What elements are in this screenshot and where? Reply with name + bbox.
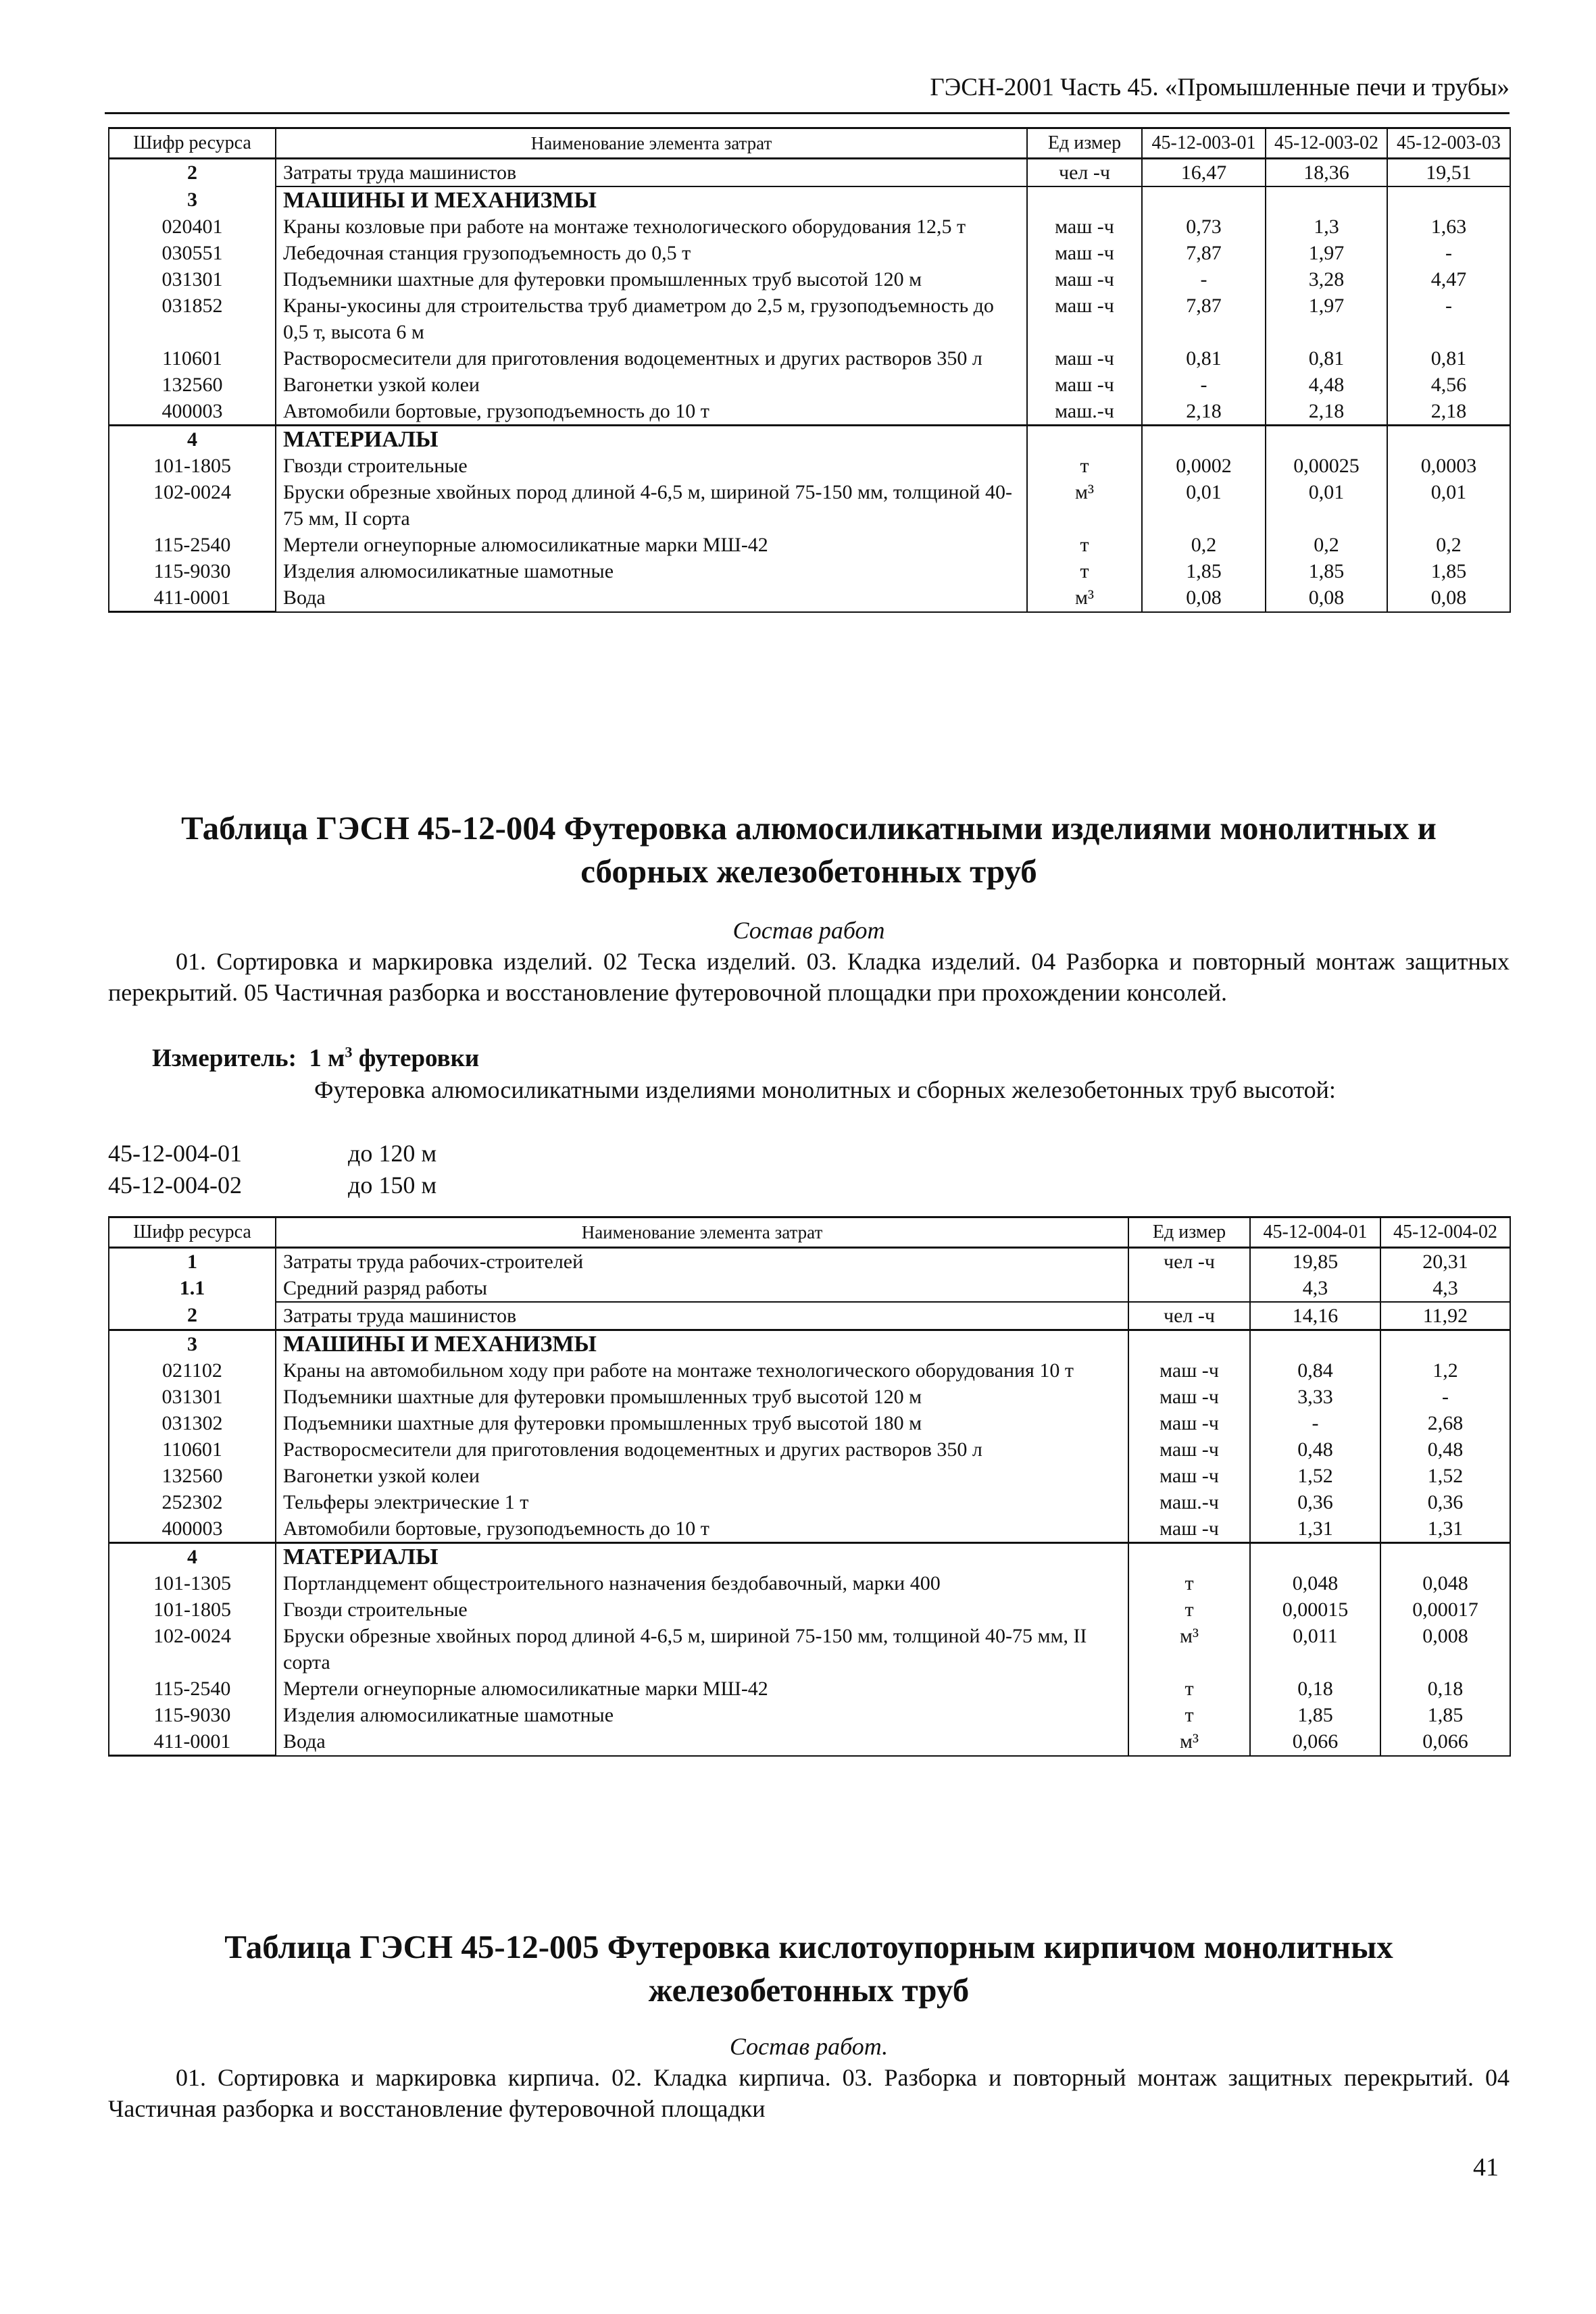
resource-unit: чел -ч <box>1128 1248 1250 1276</box>
resource-name: Растворосмесители для приготовления водоцементных и других растворов 350 л <box>276 1436 1128 1463</box>
resource-table-004 <box>108 1216 1511 1757</box>
table-row <box>109 345 1510 372</box>
table-row <box>109 1410 1510 1436</box>
resource-value-1: 1,85 <box>1250 1702 1380 1728</box>
resource-value-1: 0,36 <box>1250 1489 1380 1515</box>
table-row <box>109 1728 1510 1756</box>
resource-value-1 <box>1250 1330 1380 1358</box>
col-header-name: Наименование элемента затрат <box>276 128 1027 159</box>
resource-name: Затраты труда рабочих-строителей <box>276 1248 1128 1276</box>
col-header-v2: 45-12-003-02 <box>1266 128 1387 159</box>
resource-unit: маш.-ч <box>1128 1489 1250 1515</box>
running-header: ГЭСН-2001 Часть 45. «Промышленные печи и трубы» <box>930 74 1510 101</box>
resource-code: 132560 <box>109 1463 276 1489</box>
resource-code: 411-0001 <box>109 1728 276 1756</box>
resource-unit: маш -ч <box>1027 240 1142 266</box>
resource-value-1: 3,33 <box>1250 1384 1380 1410</box>
col-header-v1: 45-12-003-01 <box>1142 128 1266 159</box>
resource-value-2: 4,3 <box>1380 1275 1510 1302</box>
resource-unit: маш -ч <box>1128 1515 1250 1543</box>
resource-name: Мертели огнеупорные алюмосиликатные марки МШ-42 <box>276 1676 1128 1702</box>
table-row <box>109 266 1510 293</box>
resource-name: Изделия алюмосиликатные шамотные <box>276 558 1027 584</box>
resource-code: 132560 <box>109 372 276 398</box>
resource-value-1: - <box>1142 266 1266 293</box>
table-row <box>109 1623 1510 1676</box>
resource-unit: м³ <box>1027 479 1142 532</box>
resource-name: Краны козловые при работе на монтаже технологического оборудования 12,5 т <box>276 213 1027 240</box>
table-row <box>109 1543 1510 1571</box>
resource-value-3: - <box>1387 293 1510 345</box>
resource-code: 115-9030 <box>109 558 276 584</box>
resource-unit: чел -ч <box>1128 1302 1250 1330</box>
resource-value-3: 0,01 <box>1387 479 1510 532</box>
resource-value-1: 7,87 <box>1142 293 1266 345</box>
resource-value-2: 0,2 <box>1266 532 1387 558</box>
resource-value-2: - <box>1380 1384 1510 1410</box>
resource-unit <box>1128 1543 1250 1571</box>
resource-value-3: 1,63 <box>1387 213 1510 240</box>
table-row <box>109 558 1510 584</box>
resource-name: Автомобили бортовые, грузоподъемность до 10 т <box>276 1515 1128 1543</box>
resource-value-1: 2,18 <box>1142 398 1266 426</box>
resource-value-1 <box>1142 426 1266 453</box>
table-row <box>109 186 1510 213</box>
table-row <box>109 426 1510 453</box>
resource-name: Портландцемент общестроительного назначения бездобавочный, марки 400 <box>276 1570 1128 1596</box>
resource-value-1: 0,00015 <box>1250 1596 1380 1623</box>
resource-code: 4 <box>109 426 276 453</box>
resource-unit: т <box>1027 453 1142 479</box>
resource-value-1: 0,066 <box>1250 1728 1380 1756</box>
resource-value-1: 0,2 <box>1142 532 1266 558</box>
resource-unit <box>1027 186 1142 213</box>
resource-value-2: 3,28 <box>1266 266 1387 293</box>
resource-value-2: 0,08 <box>1266 584 1387 612</box>
resource-value-1: 4,3 <box>1250 1275 1380 1302</box>
table-row <box>109 372 1510 398</box>
resource-unit <box>1027 426 1142 453</box>
resource-value-2: 0,00017 <box>1380 1596 1510 1623</box>
resource-unit: маш -ч <box>1027 372 1142 398</box>
col-header-unit: Ед измер <box>1027 128 1142 159</box>
header-rule <box>105 112 1510 114</box>
resource-value-1: 1,31 <box>1250 1515 1380 1543</box>
resource-name: Автомобили бортовые, грузоподъемность до 10 т <box>276 398 1027 426</box>
resource-value-1: 0,011 <box>1250 1623 1380 1676</box>
resource-value-2: 0,01 <box>1266 479 1387 532</box>
table-header-row <box>109 128 1510 159</box>
resource-code: 1 <box>109 1248 276 1276</box>
resource-code: 021102 <box>109 1357 276 1384</box>
table-row <box>109 1570 1510 1596</box>
table-row <box>109 1515 1510 1543</box>
resource-name: МАШИНЫ И МЕХАНИЗМЫ <box>276 1330 1128 1358</box>
table-row <box>109 1702 1510 1728</box>
resource-code: 1.1 <box>109 1275 276 1302</box>
col-header-v1: 45-12-004-01 <box>1250 1217 1380 1248</box>
resource-name: Затраты труда машинистов <box>276 159 1027 187</box>
resource-value-1: 0,48 <box>1250 1436 1380 1463</box>
resource-value-3: 0,0003 <box>1387 453 1510 479</box>
resource-value-1: 0,18 <box>1250 1676 1380 1702</box>
resource-code: 2 <box>109 1302 276 1330</box>
resource-code: 2 <box>109 159 276 187</box>
resource-value-2: 0,008 <box>1380 1623 1510 1676</box>
resource-value-2: 0,18 <box>1380 1676 1510 1702</box>
resource-code: 031301 <box>109 1384 276 1410</box>
variant-desc: до 120 м <box>348 1140 437 1167</box>
resource-name: Средний разряд работы <box>276 1275 1128 1302</box>
resource-unit: маш -ч <box>1128 1384 1250 1410</box>
table-row <box>109 1596 1510 1623</box>
resource-unit: маш -ч <box>1027 266 1142 293</box>
resource-value-2: 1,31 <box>1380 1515 1510 1543</box>
table-header-row <box>109 1217 1510 1248</box>
resource-value-1: 0,08 <box>1142 584 1266 612</box>
resource-code: 3 <box>109 1330 276 1358</box>
resource-name: МАШИНЫ И МЕХАНИЗМЫ <box>276 186 1027 213</box>
resource-code: 252302 <box>109 1489 276 1515</box>
col-header-code: Шифр ресурса <box>109 128 276 159</box>
resource-code: 102-0024 <box>109 1623 276 1676</box>
resource-name: Гвозди строительные <box>276 1596 1128 1623</box>
resource-value-1: 0,81 <box>1142 345 1266 372</box>
resource-name: Подъемники шахтные для футеровки промышленных труб высотой 120 м <box>276 1384 1128 1410</box>
table-row <box>109 532 1510 558</box>
resource-value-1: 0,01 <box>1142 479 1266 532</box>
table-row <box>109 1302 1510 1330</box>
resource-code: 102-0024 <box>109 479 276 532</box>
resource-value-2: 4,48 <box>1266 372 1387 398</box>
table-row <box>109 1330 1510 1358</box>
resource-name: Мертели огнеупорные алюмосиликатные марки МШ-42 <box>276 532 1027 558</box>
resource-unit: маш -ч <box>1128 1410 1250 1436</box>
resource-name: Вагонетки узкой колеи <box>276 1463 1128 1489</box>
resource-code: 030551 <box>109 240 276 266</box>
resource-unit: м³ <box>1128 1623 1250 1676</box>
resource-code: 4 <box>109 1543 276 1571</box>
resource-unit: т <box>1027 558 1142 584</box>
table-row <box>109 159 1510 187</box>
resource-name: Вода <box>276 1728 1128 1756</box>
resource-name: Гвозди строительные <box>276 453 1027 479</box>
resource-value-1 <box>1142 186 1266 213</box>
resource-code: 031302 <box>109 1410 276 1436</box>
resource-unit <box>1128 1330 1250 1358</box>
resource-name: Тельферы электрические 1 т <box>276 1489 1128 1515</box>
resource-value-2: 0,36 <box>1380 1489 1510 1515</box>
page-number: 41 <box>1473 2153 1499 2182</box>
resource-unit: т <box>1128 1570 1250 1596</box>
resource-code: 3 <box>109 186 276 213</box>
composition-text-005: 01. Сортировка и маркировка кирпича. 02. Кладка кирпича. 03. Разборка и повторный монтаж защитных перекрытий. 04 Частичная разборка и восстановление футеровочной площадки <box>108 2064 1510 2122</box>
resource-table-003 <box>108 127 1511 613</box>
resource-code: 411-0001 <box>109 584 276 612</box>
resource-value-2: 0,81 <box>1266 345 1387 372</box>
table-row <box>109 1384 1510 1410</box>
table-row <box>109 453 1510 479</box>
resource-unit: т <box>1128 1596 1250 1623</box>
resource-name: Растворосмесители для приготовления водоцементных и других растворов 350 л <box>276 345 1027 372</box>
meter-004: Измеритель: 1 $м^3$ футеровки <box>152 1043 480 1072</box>
resource-name: Вода <box>276 584 1027 612</box>
resource-value-2: 1,2 <box>1380 1357 1510 1384</box>
resource-value-1: 19,85 <box>1250 1248 1380 1276</box>
resource-value-1: 14,16 <box>1250 1302 1380 1330</box>
table-row <box>109 1489 1510 1515</box>
resource-name: Вагонетки узкой колеи <box>276 372 1027 398</box>
table-title-005: Таблица ГЭСН 45-12-005 Футеровка кислотоупорным кирпичом монолитных железобетонных труб <box>224 1928 1393 2009</box>
table-row <box>109 584 1510 612</box>
resource-value-1: - <box>1250 1410 1380 1436</box>
resource-code: 110601 <box>109 345 276 372</box>
resource-unit: маш.-ч <box>1027 398 1142 426</box>
resource-value-3: 19,51 <box>1387 159 1510 187</box>
variant-code: 45-12-004-02 <box>108 1172 242 1199</box>
col-header-code: Шифр ресурса <box>109 1217 276 1248</box>
resource-value-2: 20,31 <box>1380 1248 1510 1276</box>
resource-unit: маш -ч <box>1027 345 1142 372</box>
resource-value-1: 16,47 <box>1142 159 1266 187</box>
resource-code: 400003 <box>109 398 276 426</box>
resource-value-1: 1,52 <box>1250 1463 1380 1489</box>
resource-code: 115-2540 <box>109 532 276 558</box>
resource-value-3: 1,85 <box>1387 558 1510 584</box>
resource-code: 101-1805 <box>109 453 276 479</box>
resource-unit: чел -ч <box>1027 159 1142 187</box>
resource-value-1: 0,84 <box>1250 1357 1380 1384</box>
resource-name: МАТЕРИАЛЫ <box>276 426 1027 453</box>
resource-value-2: 2,68 <box>1380 1410 1510 1436</box>
resource-value-1: 1,85 <box>1142 558 1266 584</box>
resource-value-3: 4,47 <box>1387 266 1510 293</box>
resource-unit: маш -ч <box>1128 1436 1250 1463</box>
resource-value-3: 0,08 <box>1387 584 1510 612</box>
resource-value-2: 1,97 <box>1266 293 1387 345</box>
resource-unit: м³ <box>1027 584 1142 612</box>
resource-unit: т <box>1027 532 1142 558</box>
resource-code: 101-1805 <box>109 1596 276 1623</box>
resource-name: Краны на автомобильном ходу при работе на монтаже технологического оборудования 10 т <box>276 1357 1128 1384</box>
resource-value-2: 18,36 <box>1266 159 1387 187</box>
composition-label-004: Состав работ <box>732 917 885 944</box>
resource-unit: маш -ч <box>1027 213 1142 240</box>
resource-value-3: 4,56 <box>1387 372 1510 398</box>
resource-value-1: - <box>1142 372 1266 398</box>
resource-name: Затраты труда машинистов <box>276 1302 1128 1330</box>
resource-value-2: 11,92 <box>1380 1302 1510 1330</box>
resource-name: Подъемники шахтные для футеровки промышленных труб высотой 180 м <box>276 1410 1128 1436</box>
resource-unit: маш -ч <box>1128 1357 1250 1384</box>
resource-value-2: 0,048 <box>1380 1570 1510 1596</box>
table-row <box>109 1248 1510 1276</box>
resource-value-3: 2,18 <box>1387 398 1510 426</box>
meter-lead-004: Футеровка алюмосиликатными изделиями монолитных и сборных железобетонных труб высотой: <box>314 1076 1336 1103</box>
resource-code: 101-1305 <box>109 1570 276 1596</box>
resource-value-1: 0,73 <box>1142 213 1266 240</box>
resource-code: 031852 <box>109 293 276 345</box>
resource-name: Бруски обрезные хвойных пород длиной 4-6,5 м, шириной 75-150 мм, толщиной 40-75 мм, II сорта <box>276 479 1027 532</box>
resource-value-2 <box>1380 1330 1510 1358</box>
resource-value-2: 0,066 <box>1380 1728 1510 1756</box>
resource-code: 110601 <box>109 1436 276 1463</box>
table-row <box>109 1463 1510 1489</box>
resource-value-2: 1,85 <box>1266 558 1387 584</box>
resource-unit: маш -ч <box>1027 293 1142 345</box>
composition-text-004: 01. Сортировка и маркировка изделий. 02 Теска изделий. 03. Кладка изделий. 04 Разборка и повторный монтаж защитных перекрытий. 05 Частичная разборка и восстановление футеровочной площадки при прохождении консолей. <box>108 948 1510 1006</box>
resource-unit <box>1128 1275 1250 1302</box>
table-row <box>109 479 1510 532</box>
resource-code: 020401 <box>109 213 276 240</box>
resource-value-3: 0,81 <box>1387 345 1510 372</box>
resource-unit: м³ <box>1128 1728 1250 1756</box>
resource-value-2: 1,85 <box>1380 1702 1510 1728</box>
table-row <box>109 293 1510 345</box>
resource-code: 031301 <box>109 266 276 293</box>
resource-name: Лебедочная станция грузоподъемность до 0,5 т <box>276 240 1027 266</box>
resource-name: Краны-укосины для строительства труб диаметром до 2,5 м, грузоподъемность до 0,5 т, высота 6 м <box>276 293 1027 345</box>
resource-value-1 <box>1250 1543 1380 1571</box>
variant-desc: до 150 м <box>348 1172 437 1199</box>
resource-value-1: 7,87 <box>1142 240 1266 266</box>
table-row <box>109 213 1510 240</box>
resource-code: 115-2540 <box>109 1676 276 1702</box>
resource-name: Бруски обрезные хвойных пород длиной 4-6,5 м, шириной 75-150 мм, толщиной 40-75 мм, II сорта <box>276 1623 1128 1676</box>
table-row <box>109 1357 1510 1384</box>
table-row <box>109 240 1510 266</box>
resource-value-1: 0,0002 <box>1142 453 1266 479</box>
resource-unit: т <box>1128 1702 1250 1728</box>
table-title-004: Таблица ГЭСН 45-12-004 Футеровка алюмосиликатными изделиями монолитных и сборных железобетонных труб <box>181 809 1437 890</box>
resource-value-1: 0,048 <box>1250 1570 1380 1596</box>
resource-value-2 <box>1266 186 1387 213</box>
resource-value-3 <box>1387 186 1510 213</box>
col-header-v2: 45-12-004-02 <box>1380 1217 1510 1248</box>
col-header-name: Наименование элемента затрат <box>276 1217 1128 1248</box>
variant-code: 45-12-004-01 <box>108 1140 242 1167</box>
resource-code: 400003 <box>109 1515 276 1543</box>
resource-value-2 <box>1380 1543 1510 1571</box>
composition-label-005: Состав работ. <box>729 2033 889 2060</box>
resource-value-2: 2,18 <box>1266 398 1387 426</box>
resource-value-2: 1,97 <box>1266 240 1387 266</box>
col-header-unit: Ед измер <box>1128 1217 1250 1248</box>
resource-value-3 <box>1387 426 1510 453</box>
resource-value-2: 0,00025 <box>1266 453 1387 479</box>
resource-value-3: 0,2 <box>1387 532 1510 558</box>
resource-name: Подъемники шахтные для футеровки промышленных труб высотой 120 м <box>276 266 1027 293</box>
resource-value-2: 1,3 <box>1266 213 1387 240</box>
resource-value-3: - <box>1387 240 1510 266</box>
resource-value-2: 0,48 <box>1380 1436 1510 1463</box>
table-row <box>109 1436 1510 1463</box>
resource-unit: маш -ч <box>1128 1463 1250 1489</box>
table-row <box>109 1676 1510 1702</box>
table-row <box>109 398 1510 426</box>
resource-unit: т <box>1128 1676 1250 1702</box>
resource-value-2 <box>1266 426 1387 453</box>
resource-value-2: 1,52 <box>1380 1463 1510 1489</box>
resource-name: МАТЕРИАЛЫ <box>276 1543 1128 1571</box>
table-row <box>109 1275 1510 1302</box>
resource-code: 115-9030 <box>109 1702 276 1728</box>
col-header-v3: 45-12-003-03 <box>1387 128 1510 159</box>
resource-name: Изделия алюмосиликатные шамотные <box>276 1702 1128 1728</box>
